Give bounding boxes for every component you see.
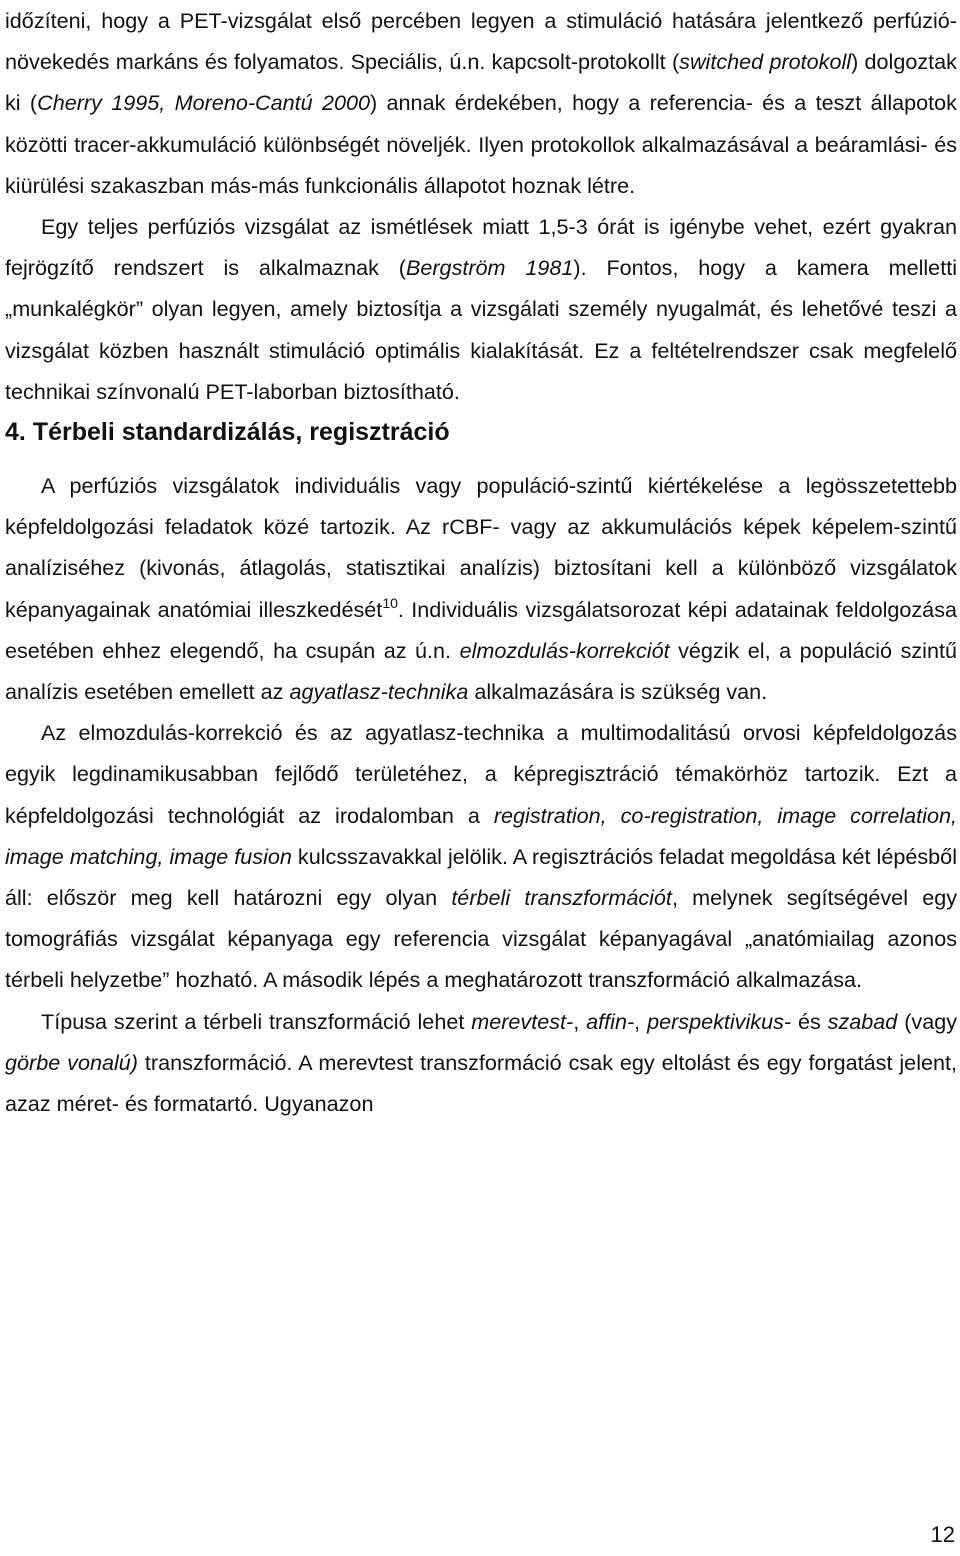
body-text-top (5, 0, 957, 412)
paragraph (5, 465, 957, 712)
text-run: Típusa szerint a térbeli transzformáció lehet (41, 1008, 472, 1034)
text-run: . Individuális vizsgálatsorozat képi adatainak feldolgozása esetében ehhez elegendő, ha csupán az ú.n. (5, 596, 958, 663)
italic-text: szabad (827, 1008, 898, 1034)
italic-text: registration, co-registration, image correlation, image matching, image fusion (5, 802, 957, 869)
italic-text: Cherry 1995, Moreno-Cantú 2000 (37, 90, 371, 116)
italic-text: switched protokoll (679, 49, 852, 75)
section-heading: 4. Térbeli standardizálás, regisztráció (5, 418, 450, 447)
text-run: alkalmazására is szükség van. (468, 679, 768, 705)
paragraph (5, 206, 957, 412)
paragraph (5, 0, 957, 206)
section-body (5, 465, 957, 1124)
text-run: Az elmozdulás-korrekció és az agyatlasz-technika a multimodalitású orvosi képfeldolgozás egyik legdinamikusabban fejlődő területéhez, a képregisztráció témakörhöz tartozik. Ezt a képfeldolgozási technológiát az irodalomban a (5, 720, 957, 828)
text-run: ) dolgoztak ki ( (5, 49, 957, 116)
paragraph (5, 1001, 957, 1125)
text-run: időzíteni, hogy a PET-vizsgálat első percében legyen a stimuláció hatására jelentkező perfúzió-növekedés markáns és folyamatos. Speciális, ú.n. kapcsolt-protokollt ( (5, 8, 957, 75)
italic-text: elmozdulás-korrekciót (459, 637, 670, 663)
text-run: ). Fontos, hogy a kamera melletti „munkalégkör” olyan legyen, amely biztosítja a vizsgálati személy nyugalmát, és lehetővé teszi a vizsgálat közben használt stimuláció optimális kialakítását. Ez a feltételrendszer csak megfelelő technikai színvonalú PET-laborban biztosítható. (5, 255, 957, 404)
page-number: 12 (930, 1522, 955, 1547)
text-run: kulcsszavakkal jelölik. A regisztrációs feladat megoldása két lépésből áll: először meg kell határozni egy olyan (5, 843, 957, 911)
text-run: végzik el, a populáció szintű analízis esetében emellett az (5, 637, 957, 705)
italic-text: perspektivikus- (647, 1008, 792, 1034)
italic-text: agyatlasz-technika (289, 679, 469, 705)
italic-text: affin- (586, 1008, 635, 1034)
text-run: transzformáció. A merevtest transzformáció csak egy eltolást és egy forgatást jelent, azaz méret- és formatartó. Ugyanazon (5, 1049, 958, 1117)
text-run: Egy teljes perfúziós vizsgálat az ismétlések miatt 1,5-3 órát is igénybe vehet, ezért gyakran fejrögzítő rendszert is alkalmaznak ( (5, 214, 957, 281)
text-run: , (634, 1008, 648, 1034)
italic-text: térbeli transzformációt (451, 885, 672, 911)
paragraph (5, 712, 957, 1000)
italic-text: görbe vonalú) (5, 1049, 138, 1075)
footnote-ref: 10 (382, 594, 398, 611)
italic-text: Bergström 1981 (405, 255, 574, 281)
text-run: , (573, 1008, 587, 1034)
text-run: és (791, 1008, 828, 1034)
document-page (5, 0, 957, 1124)
text-run: , melynek segítségével egy tomográfiás vizsgálat képanyaga egy referencia vizsgálat képanyagával „anatómiailag azonos térbeli helyzetbe” hozható. A második lépés a meghatározott transzformáció alkalmazása. (5, 885, 958, 993)
text-run: (vagy (897, 1008, 958, 1034)
text-run: ) annak érdekében, hogy a referencia- és a teszt állapotok közötti tracer-akkumuláció különbségét növeljék. Ilyen protokollok alkalmazásával a beáramlási- és kiürülési szakaszban más-más funkcionális állapotot hoznak létre. (5, 90, 957, 198)
text-run: A perfúziós vizsgálatok individuális vagy populáció-szintű kiértékelése a legösszetettebb képfeldolgozási feladatok közé tartozik. Az rCBF- vagy az akkumulációs képek képelem-szintű analíziséhez (kivonás, átlagolás, statisztikai analízis) biztosítani kell a különböző vizsgálatok képanyagainak anatómiai illeszkedését (5, 473, 957, 622)
italic-text: merevtest- (471, 1008, 574, 1034)
